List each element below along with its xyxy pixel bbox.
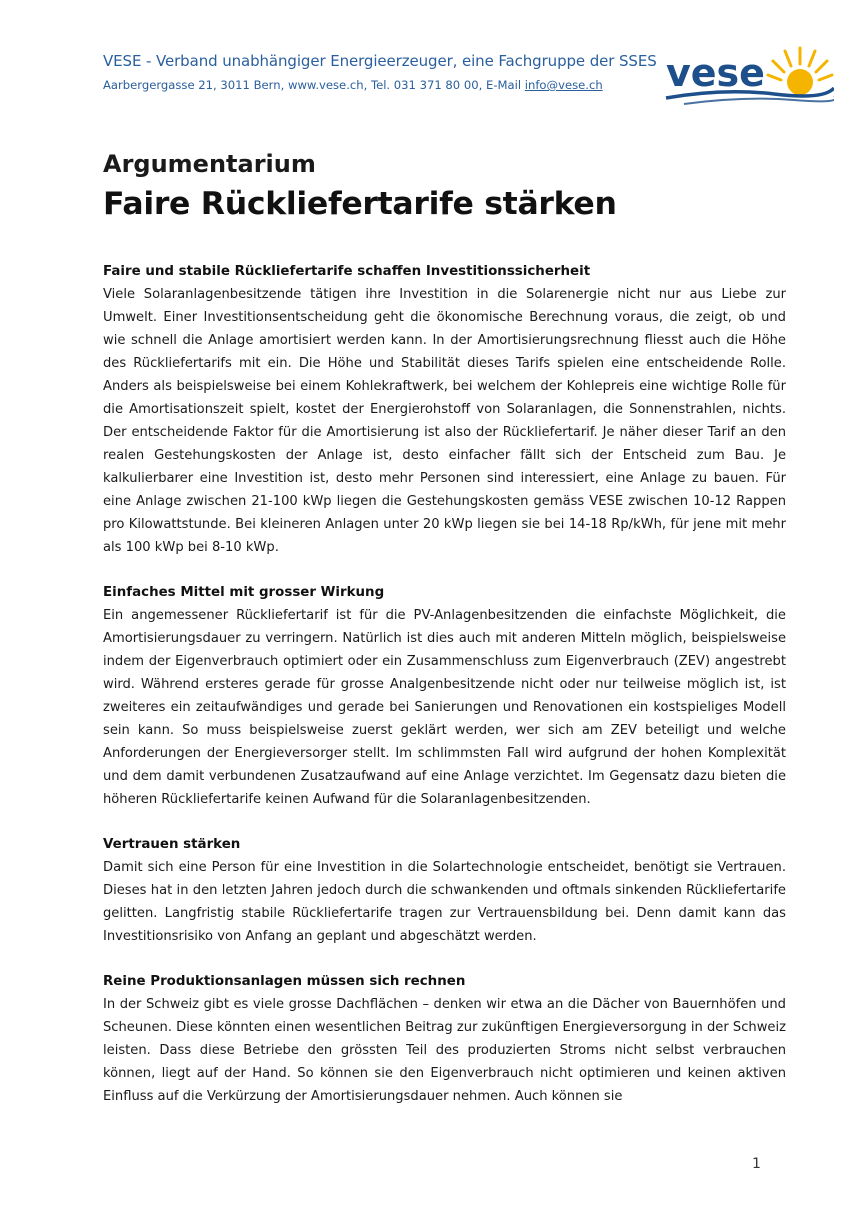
section-heading: Reine Produktionsanlagen müssen sich rechnen (103, 974, 466, 989)
section-body: In der Schweiz gibt es viele grosse Dachflächen – denken wir etwa an die Dächer von Bauernhöfen und Scheunen. Diese könnten einen wesentlichen Beitrag zur zukünftigen Energieversorgung in der Schweiz leisten. Dass diese Betriebe den grössten Teil des produzierten Stroms nicht selbst verbrauchen können, liegt auf der Hand. So können sie den Eigenverbrauch nicht optimieren und keinen aktiven Einfluss auf die Verkürzung der Amortisierungsdauer nehmen. Auch können sie (103, 997, 786, 1104)
email-link[interactable]: info@vese.ch (524, 78, 603, 92)
page-number: 1 (752, 1156, 761, 1172)
organization-name: VESE - Verband unabhängiger Energieerzeuger, eine Fachgruppe der SSES (103, 52, 657, 70)
document-titles (103, 148, 793, 226)
address-text: Aarbergergasse 21, 3011 Bern, www.vese.ch, Tel. 031 371 80 00, E-Mail (103, 78, 525, 92)
letterhead (103, 52, 663, 92)
logo-wordmark: vese (666, 51, 765, 95)
section-investment-security (103, 260, 786, 559)
document-title: Faire Rückliefertarife stärken (103, 186, 617, 222)
section-trust (103, 833, 786, 948)
document-kicker: Argumentarium (103, 150, 316, 178)
section-body: Viele Solaranlagenbesitzende tätigen ihre Investition in die Solarenergie nicht nur aus Liebe zur Umwelt. Einer Investitionsentscheidung geht die ökonomische Berechnung voraus, die zeigt, ob und wie schnell die Anlage amortisiert werden kann. In der Amortisierungsrechnung fliesst auch die Höhe des Rückliefertarifs mit ein. Die Höhe und Stabilität dieses Tarifs spielen eine entscheidende Rolle. Anders als beispielsweise bei einem Kohlekraftwerk, bei welchem der Kohlepreis eine wichtige Rolle für die Amortisationszeit spielt, kostet der Energierohstoff von Solaranlagen, die Sonnenstrahlen, nichts. Der entscheidende Faktor für die Amortisierung ist also der Rückliefertarif. Je näher dieser Tarif an den realen Gestehungskosten der Anlage ist, desto einfacher fällt sich der Entscheid zum Bau. Je kalkulierbarer eine Investition ist, desto mehr Personen sind interessiert, eine Anlage zu bauen. Für eine Anlage zwischen 21-100 kWp liegen die Gestehungskosten gemäss VESE zwischen 10-12 Rappen pro Kilowattstunde. Bei kleineren Anlagen unter 20 kWp liegen sie bei 14-18 Rp/kWh, für jene mit mehr als 100 kWp bei 8-10 kWp. (103, 287, 786, 555)
sun-icon (768, 48, 832, 95)
section-heading: Faire und stabile Rückliefertarife schaffen Investitionssicherheit (103, 264, 591, 279)
section-production-plants (103, 970, 786, 1108)
section-body: Ein angemessener Rückliefertarif ist für die PV-Anlagenbesitzenden die einfachste Möglichkeit, die Amortisierungsdauer zu verringern. Natürlich ist dies auch mit anderen Mitteln möglich, beispielsweise indem der Eigenverbrauch optimiert oder ein Zusammenschluss zum Eigenverbrauch (ZEV) angestrebt wird. Während ersteres gerade für grosse Analgenbesitzende nicht oder nur teilweise möglich ist, ist zweiteres ein zeitaufwändiges und gerade bei Sanierungen und Renovationen ein kostspieliges Modell sein kann. So muss beispielsweise zuerst geklärt werden, wer sich am ZEV beteiligt und welche Anforderungen der Energieversorger stellt. Im schlimmsten Fall wird aufgrund der hohen Komplexität und dem damit verbundenen Zusatzaufwand auf eine Anlage verzichtet. Im Gegensatz dazu bieten die höheren Rückliefertarife keinen Aufwand für die Solaranlagenbesitzenden. (103, 608, 786, 807)
section-simple-measure (103, 581, 786, 811)
document-body (103, 260, 786, 1130)
section-heading: Einfaches Mittel mit grosser Wirkung (103, 585, 385, 600)
section-heading: Vertrauen stärken (103, 837, 241, 852)
section-body: Damit sich eine Person für eine Investition in die Solartechnologie entscheidet, benötigt sie Vertrauen. Dieses hat in den letzten Jahren jedoch durch die schwankenden und oftmals sinkenden Rückliefertarife gelitten. Langfristig stabile Rückliefertarife tragen zur Vertrauensbildung bei. Denn damit kann das Investitionsrisiko von Anfang an geplant und abgeschätzt werden. (103, 860, 786, 944)
organization-address (103, 78, 663, 92)
vese-logo (664, 44, 834, 108)
